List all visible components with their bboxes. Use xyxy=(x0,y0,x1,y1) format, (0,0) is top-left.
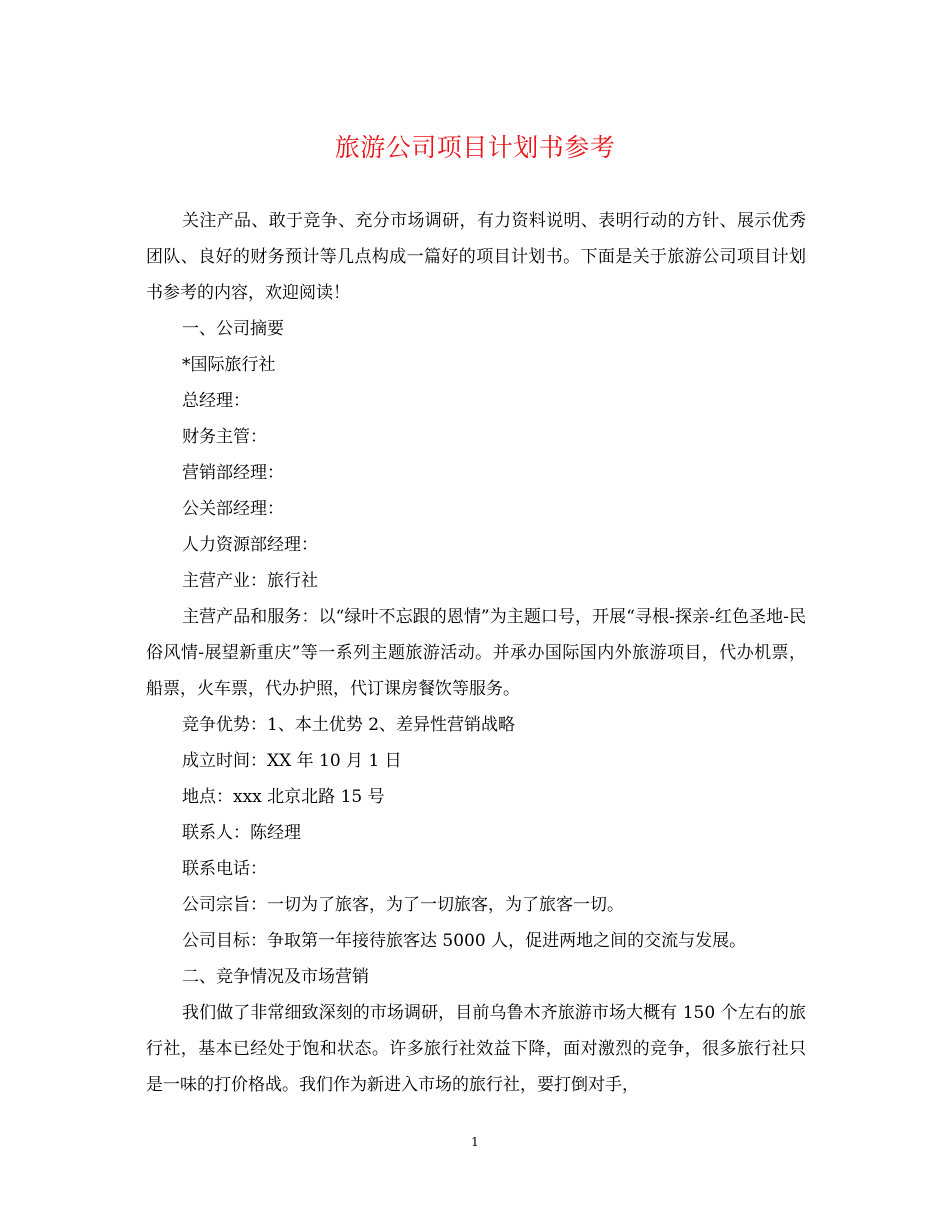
document-paragraph: 财务主管： xyxy=(182,427,267,447)
document-paragraph: 二、竞争情况及市场营销 xyxy=(182,967,369,987)
document-paragraph: 竞争优势：1、本土优势 2、差异性营销战略 xyxy=(182,715,516,735)
document-body xyxy=(146,203,806,1103)
document-paragraph: 一、公司摘要 xyxy=(182,319,284,339)
document-paragraph: 主营产品和服务：以“绿叶不忘跟的恩情”为主题口号，开展“寻根-探亲-红色圣地-民俗风情-展望新重庆”等一系列主题旅游活动。并承办国际国内外旅游项目，代办机票，船票，火车票，代办护照，代订课房餐饮等服务。 xyxy=(146,607,806,699)
document-paragraph: 人力资源部经理： xyxy=(182,535,318,555)
document-title: 旅游公司项目计划书参考 xyxy=(334,133,616,162)
document-paragraph: 联系人：陈经理 xyxy=(182,823,301,843)
document-paragraph: 主营产业：旅行社 xyxy=(182,571,318,591)
document-paragraph: *国际旅行社 xyxy=(182,355,276,375)
document-paragraph: 营销部经理： xyxy=(182,463,284,483)
page-number: 1 xyxy=(471,1135,479,1149)
document-paragraph: 公司目标：争取第一年接待旅客达 5000 人，促进两地之间的交流与发展。 xyxy=(182,931,747,951)
document-paragraph: 我们做了非常细致深刻的市场调研，目前乌鲁木齐旅游市场大概有 150 个左右的旅行社，基本已经处于饱和状态。许多旅行社效益下降，面对激烈的竞争，很多旅行社只是一味的打价格战。我们作为新进入市场的旅行社，要打倒对手， xyxy=(146,1003,806,1095)
document-paragraph: 联系电话： xyxy=(182,859,267,879)
document-paragraph: 公关部经理： xyxy=(182,499,284,519)
document-paragraph: 地点：xxx 北京北路 15 号 xyxy=(182,787,385,807)
document-paragraph: 公司宗旨：一切为了旅客，为了一切旅客，为了旅客一切。 xyxy=(182,895,624,915)
document-paragraph: 总经理： xyxy=(182,391,250,411)
document-paragraph: 成立时间：XX 年 10 月 1 日 xyxy=(182,751,402,771)
document-paragraph: 关注产品、敢于竞争、充分市场调研，有力资料说明、表明行动的方针、展示优秀团队、良好的财务预计等几点构成一篇好的项目计划书。下面是关于旅游公司项目计划书参考的内容，欢迎阅读！ xyxy=(146,211,806,303)
